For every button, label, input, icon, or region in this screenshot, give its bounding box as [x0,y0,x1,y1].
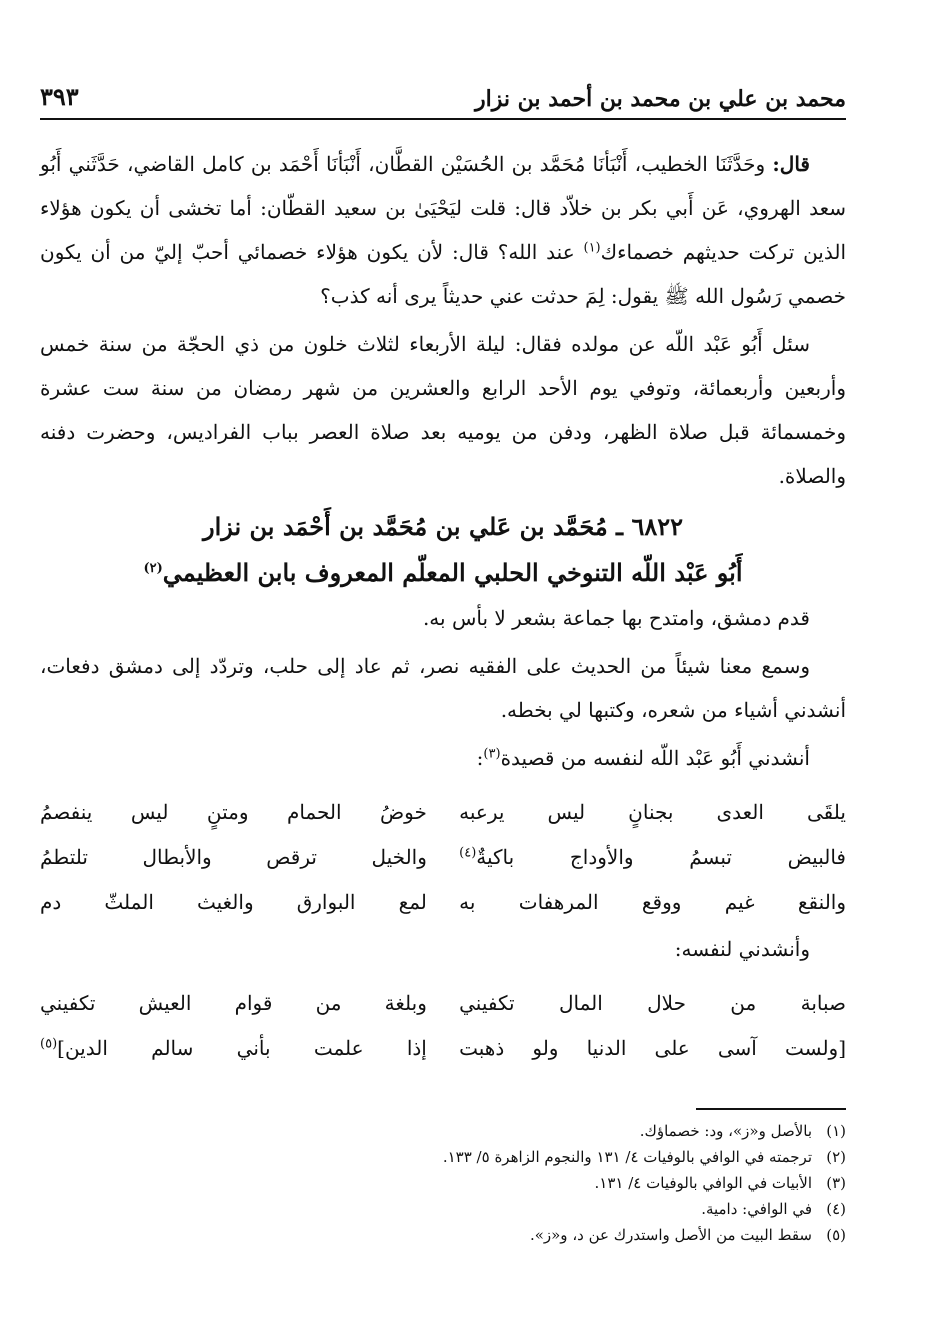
verse-second-hemistich: والخيل ترقص والأبطال تلتطمُ [40,845,427,869]
footnote-number: (٤) [826,1200,846,1218]
footnote-ref: (٥) [40,1036,58,1052]
verse-first-hemistich: يلقَى العدى بجنانٍ ليس يرعبه [459,800,846,824]
footnote-text: بالأصل و«ز»، ود: خصماؤك. [639,1122,812,1140]
footnote-text: ترجمته في الوافي بالوفيات ٤/ ١٣١ والنجوم الزاهرة ٥/ ١٣٣. [442,1148,812,1166]
verse-second-hemistich: خوضُ الحمام ومتنٍ ليس ينفصمُ [40,800,427,824]
entry-title-text: أَبُو عَبْد اللّه التنوخي الحلبي المعلّم المعروف بابن العظيمي [162,558,743,587]
entry-title-line-2 [40,550,846,596]
entry-title-line-1: ٦٨٢٢ ـ مُحَمَّد بن عَلي بن مُحَمَّد بن أَحْمَد بن نزار [202,512,683,541]
verse-first-hemistich: صبابة من حلال المال تكفيني [459,991,846,1015]
footnote-ref: (٤) [459,845,477,861]
footnote-ref: (٣) [483,746,501,762]
paragraph-3: قدم دمشق، وامتدح بها جماعة بشعر لا بأس به. [422,606,810,630]
paragraph-lead: قال: [772,152,810,176]
page-body [40,142,846,1071]
verse [40,880,846,925]
footnote-number: (٥) [826,1226,846,1244]
verse-second-hemistich: لمع البوارق والغيث الملثّ دم [40,890,427,914]
footnote-text: في الوافي: دامية. [701,1200,812,1218]
footnote-text: سقط البيت من الأصل واستدرك عن د، و«ز». [529,1226,812,1244]
verse-first-hemistich [459,835,846,880]
paragraph-2: سئل أَبُو عَبْد اللّه عن مولده فقال: ليلة الأربعاء لثلاث خلون من ذي الحجّة من سنة خمس وأربعين وأربعمائة، وتوفي يوم الأحد الرابع والعشرين من شهر رمضان من سنة ست عشرة وخمسمائة قبل صلاة الظهر، ودفن من يوميه بعد صلاة العصر بباب الفراديس، وحضرت دفنه والصلاة. [40,332,846,488]
footnote [40,1118,846,1144]
paragraph-4: وسمع معنا شيئاً من الحديث على الفقيه نصر، ثم عاد إلى حلب، وتردّد إلى دمشق دفعات، أنشدني أشياء من شعره، وكتبها لي بخطه. [40,654,846,722]
paragraph-text: أنشدني أَبُو عَبْد اللّه لنفسه من قصيدة [500,746,810,770]
verse [40,981,846,1026]
footnote [40,1196,846,1222]
page-header [40,78,846,120]
paragraph-text: عند الله؟ قال: لأن يكون هؤلاء خصمائي أحبّ إليّ من أن يكون خصمي رَسُول الله ﷺ يقول: لِمَ حدثت عني حديثاً يرى أنه كذب؟ [40,240,846,308]
poem-2-intro: وأنشدني لنفسه: [674,937,810,961]
verse [40,790,846,835]
footnote-ref: (٢) [143,561,163,576]
footnote [40,1170,846,1196]
footnote [40,1144,846,1170]
footnote-number: (٢) [826,1148,846,1166]
footnotes [40,1118,846,1248]
page-number: ٣٩٣ [40,82,79,111]
footnote-divider [696,1108,846,1110]
verse-first-hemistich: والنقع غيم ووقع المرهفات به [459,890,846,914]
footnote-number: (١) [826,1122,846,1140]
entry-title [40,504,846,596]
verse-first-hemistich: [ولست آسى على الدنيا ولو ذهبت [459,1036,846,1060]
paragraph-5 [40,736,846,780]
hemistich-text: فالبيض تبسمُ والأوداج باكيةٌ [476,845,846,869]
paragraph-text: وحَدَّثَنَا الخطيب، أَنْبَأنَا مُحَمَّد بن الحُسَيْن القطَّان، أَنْبَأنَا أَحْمَد بن كامل القاضي، حَدَّثَني أَبُو سعد الهروي، عَن أَبي بكر بن خلاّد قال: قلت ليَحْيَىٰ بن سعيد القطّان: أما تخشى أن يكون هؤلاء الذين تركت حديثهم خصماءك [40,152,847,264]
footnote-number: (٣) [826,1174,846,1192]
running-head: محمد بن علي بن محمد بن أحمد بن نزار [475,86,846,112]
footnote [40,1222,846,1248]
verse [40,1026,846,1071]
footnote-text: الأبيات في الوافي بالوفيات ٤/ ١٣١. [594,1174,812,1192]
verse-second-hemistich: وبلغة من قوام العيش تكفيني [40,991,427,1015]
verse [40,835,846,880]
paragraph-1 [40,142,846,318]
poem-1 [40,790,846,925]
footnote-ref: (١) [583,240,601,256]
verse-second-hemistich [40,1026,427,1071]
punctuation: : [476,746,484,770]
hemistich-text: إذا علمت بأني سالم الدين] [57,1036,427,1060]
poem-2 [40,981,846,1071]
